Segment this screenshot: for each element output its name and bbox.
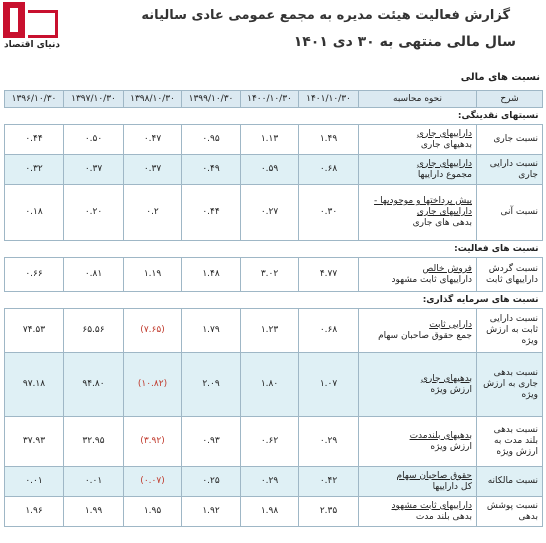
logo-mark: [3, 2, 25, 38]
ratio-label: نسبت دارایی ثابت به ارزش ویژه: [477, 309, 543, 353]
header-1398: ۱۳۹۸/۱۰/۳۰: [124, 91, 182, 108]
ratio-value: ۱.۴۸: [182, 258, 241, 292]
formula-numerator: داراییهای جاری: [416, 128, 472, 139]
ratio-label: نسبت آنی: [477, 185, 543, 241]
group-title: نسبت های سرمایه گذاری:: [422, 294, 539, 305]
ratio-value: ۱.۲۳: [241, 309, 299, 353]
ratio-value: ۰.۲۰: [64, 185, 124, 241]
formula-numerator: دارایی ثابت: [429, 319, 472, 330]
ratio-label: نسبت بدهی بلند مدت به ارزش ویژه: [477, 417, 543, 467]
ratio-value: ۰.۶۸: [299, 309, 359, 353]
ratio-value: ۰.۳۲: [5, 155, 64, 185]
ratio-value: ۰.۰۱: [5, 467, 64, 497]
ratio-value: ۱.۹۲: [182, 497, 241, 527]
header-description: شرح: [477, 91, 543, 108]
group-heading-row: [5, 108, 543, 125]
report-subtitle: سال مالی منتهی به ۳۰ دی ۱۴۰۱: [293, 34, 516, 50]
formula-denominator: داراییهای ثابت مشهود: [391, 274, 472, 285]
ratio-value: ۱.۹۹: [64, 497, 124, 527]
report-title: گزارش فعالیت هیئت مدیره به مجمع عمومی عادی سالیانه: [141, 8, 510, 23]
header-1400: ۱۴۰۰/۱۰/۳۰: [241, 91, 299, 108]
ratio-value: ۰.۶۲: [241, 417, 299, 467]
ratio-formula: [359, 417, 477, 467]
ratio-value: ۰.۵۰: [64, 125, 124, 155]
ratio-label: نسبت گردش داراییهای ثابت: [477, 258, 543, 292]
ratio-value: ۰.۹۳: [182, 417, 241, 467]
formula-numerator: داراییهای ثابت مشهود: [391, 500, 472, 511]
ratio-label: نسبت دارایی جاری: [477, 155, 543, 185]
ratio-value: ۴.۷۷: [299, 258, 359, 292]
ratio-value: ۹۷.۱۸: [5, 353, 64, 417]
ratio-value: ۱.۱۹: [124, 258, 182, 292]
ratio-value: ۹۴.۸۰: [64, 353, 124, 417]
ratio-value: (۱۰.۸۲): [124, 353, 182, 417]
formula-denominator: مجموع داراییها: [417, 169, 472, 180]
ratio-value: ۱.۰۷: [299, 353, 359, 417]
ratio-formula: [359, 309, 477, 353]
ratio-formula: [359, 497, 477, 527]
ratio-value: ۰.۴۷: [124, 125, 182, 155]
header-1401: ۱۴۰۱/۱۰/۳۰: [299, 91, 359, 108]
ratio-formula: [359, 467, 477, 497]
table-row: [5, 185, 543, 241]
ratio-value: ۰.۴۴: [182, 185, 241, 241]
header-1396: ۱۳۹۶/۱۰/۳۰: [5, 91, 64, 108]
ratio-value: ۰.۲۹: [241, 467, 299, 497]
ratio-formula: [359, 258, 477, 292]
ratio-value: ۰.۴۲: [299, 467, 359, 497]
ratio-label: نسبت جاری: [477, 125, 543, 155]
section-title: نسبت های مالی: [460, 72, 540, 83]
ratio-formula: [359, 155, 477, 185]
table-body: [5, 108, 543, 527]
formula-denominator: بدهی های جاری: [412, 218, 472, 228]
formula-denominator: ارزش ویژه: [430, 441, 472, 452]
ratio-value: ۱.۹۵: [124, 497, 182, 527]
group-title: نسبتهای نقدینگی:: [457, 110, 539, 121]
table-row: [5, 417, 543, 467]
ratio-value: (۳.۹۲): [124, 417, 182, 467]
ratio-value: ۷۴.۵۳: [5, 309, 64, 353]
ratio-label: نسبت پوشش بدهی: [477, 497, 543, 527]
ratio-value: ۰.۲۷: [241, 185, 299, 241]
ratio-value: ۶۵.۵۶: [64, 309, 124, 353]
ratio-label: نسبت بدهی جاری به ارزش ویژه: [477, 353, 543, 417]
group-heading-row: [5, 241, 543, 258]
formula-denominator: بدهیهای جاری: [420, 139, 472, 150]
header-row: [5, 91, 543, 108]
ratio-value: ۱.۹۸: [241, 497, 299, 527]
table-row: [5, 258, 543, 292]
formula-denominator: ارزش ویژه: [430, 384, 472, 395]
ratio-value: ۰.۴۹: [182, 155, 241, 185]
ratio-value: ۱.۸۰: [241, 353, 299, 417]
ratio-value: ۰.۳۰: [299, 185, 359, 241]
formula-numerator: حقوق صاحبان سهام: [396, 470, 472, 481]
formula-denominator: جمع حقوق صاحبان سهام: [378, 330, 472, 341]
table-row: [5, 467, 543, 497]
formula-denominator: کل داراییها: [432, 481, 472, 492]
ratio-value: ۰.۶۶: [5, 258, 64, 292]
formula-numerator: بدهیهای جاری: [420, 373, 472, 384]
header-calculation: نحوه محاسبه: [359, 91, 477, 108]
ratio-formula: [359, 353, 477, 417]
ratio-value: ۰.۵۹: [241, 155, 299, 185]
ratio-value: (۷.۶۵): [124, 309, 182, 353]
ratio-value: ۱.۴۹: [299, 125, 359, 155]
ratio-label: نسبت مالکانه: [477, 467, 543, 497]
ratio-value: ۰.۶۸: [299, 155, 359, 185]
group-heading-row: [5, 292, 543, 309]
ratio-value: ۰.۸۱: [64, 258, 124, 292]
formula-numerator: داراییهای جاری: [416, 158, 472, 169]
ratio-value: ۲.۳۵: [299, 497, 359, 527]
ratio-value: ۰.۴۴: [5, 125, 64, 155]
formula-numerator: بدهیهای بلندمدت: [409, 430, 472, 441]
ratio-value: (۰.۰۷): [124, 467, 182, 497]
table-row: [5, 309, 543, 353]
table-row: [5, 497, 543, 527]
ratio-value: ۳۷.۹۳: [5, 417, 64, 467]
ratio-value: ۱.۱۳: [241, 125, 299, 155]
logo-text: دنیای اقتصاد: [4, 40, 60, 50]
ratio-value: ۰.۱۸: [5, 185, 64, 241]
header-1399: ۱۳۹۹/۱۰/۳۰: [182, 91, 241, 108]
ratio-value: ۲.۰۹: [182, 353, 241, 417]
ratio-value: ۰.۰۱: [64, 467, 124, 497]
table-row: [5, 125, 543, 155]
ratio-value: ۰.۲: [124, 185, 182, 241]
header-1397: ۱۳۹۷/۱۰/۳۰: [64, 91, 124, 108]
ratio-value: ۰.۳۷: [64, 155, 124, 185]
logo: [0, 2, 64, 56]
ratio-value: ۰.۹۵: [182, 125, 241, 155]
report-header: [0, 0, 546, 62]
ratio-value: ۰.۳۷: [124, 155, 182, 185]
ratio-value: ۰.۲۵: [182, 467, 241, 497]
ratio-formula: [359, 125, 477, 155]
financial-ratios-table: [4, 90, 543, 527]
group-title: نسبت های فعالیت:: [454, 243, 539, 254]
ratio-value: ۳۲.۹۵: [64, 417, 124, 467]
ratio-value: ۰.۲۹: [299, 417, 359, 467]
ratio-formula: [359, 185, 477, 241]
ratio-value: ۳.۰۲: [241, 258, 299, 292]
formula-numerator: فروش خالص: [422, 263, 472, 274]
table-row: [5, 353, 543, 417]
formula-denominator: بدهی بلند مدت: [415, 511, 472, 522]
ratio-value: ۱.۷۹: [182, 309, 241, 353]
table-row: [5, 155, 543, 185]
logo-mark-bracket: [28, 10, 58, 38]
formula-numerator: پیش پرداختها و موجودیها - داراییهای جاری: [374, 196, 472, 217]
ratio-value: ۱.۹۶: [5, 497, 64, 527]
